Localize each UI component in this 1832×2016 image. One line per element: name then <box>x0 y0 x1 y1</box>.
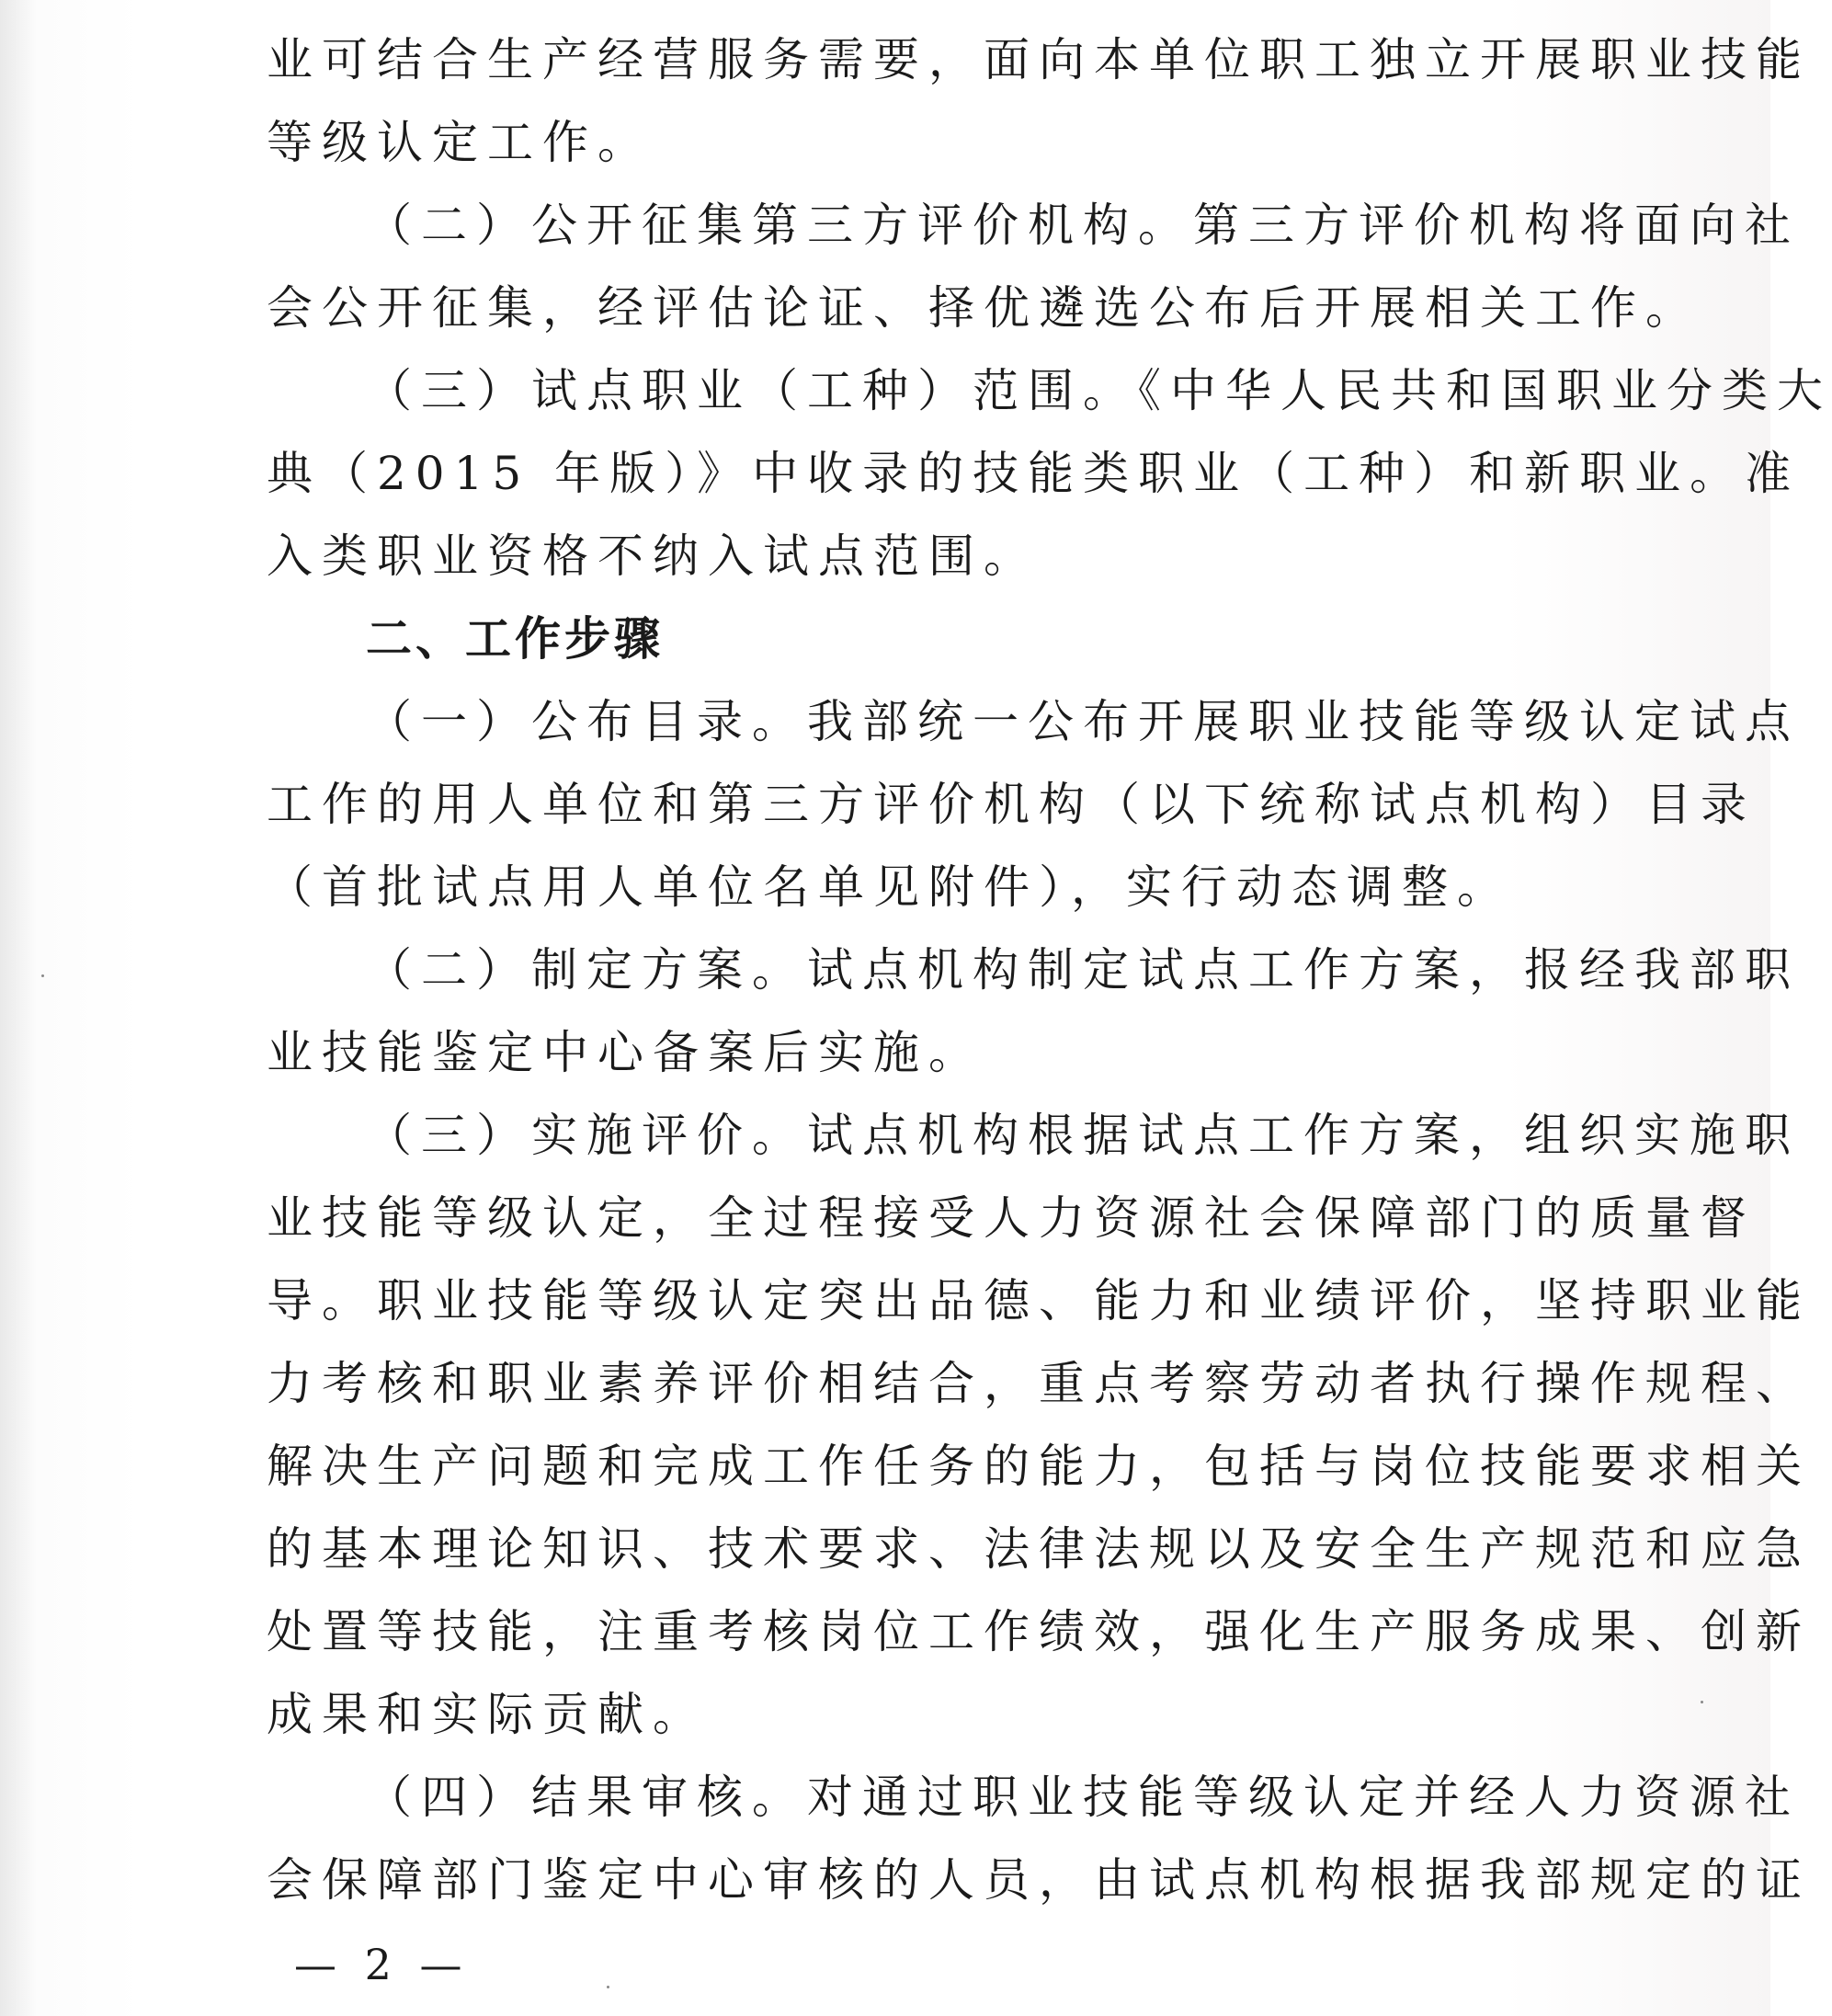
text-line: 会公开征集，经评估论证、择优遴选公布后开展相关工作。 <box>267 281 1701 335</box>
document-body <box>267 18 1832 1921</box>
text-line: （一）公布目录。我部统一公布开展职业技能等级认定试点 <box>366 695 1800 748</box>
section-heading: 二、工作步骤 <box>366 612 664 666</box>
text-line: 会保障部门鉴定中心审核的人员，由试点机构根据我部规定的证 <box>267 1853 1811 1907</box>
text-line: （首批试点用人单位名单见附件），实行动态调整。 <box>267 860 1512 914</box>
text-line: 导。职业技能等级认定突出品德、能力和业绩评价，坚持职业能 <box>267 1274 1811 1327</box>
text-line: 的基本理论知识、技术要求、法律法规以及安全生产规范和应急 <box>267 1522 1811 1576</box>
scan-speck <box>607 1986 609 1988</box>
text-line: （二）制定方案。试点机构制定试点工作方案，报经我部职 <box>366 943 1800 997</box>
scan-speck <box>41 974 44 977</box>
page-number: — 2 — <box>294 1940 470 1989</box>
text-line: 等级认定工作。 <box>267 116 653 169</box>
text-line: 入类职业资格不纳入试点范围。 <box>267 530 1039 583</box>
scan-edge-shadow <box>0 0 37 2016</box>
text-line: 解决生产问题和完成工作任务的能力，包括与岗位技能要求相关 <box>267 1440 1811 1493</box>
text-line: 业技能等级认定，全过程接受人力资源社会保障部门的质量督 <box>267 1191 1756 1245</box>
text-line: 成果和实际贡献。 <box>267 1688 708 1741</box>
text-line: 处置等技能，注重考核岗位工作绩效，强化生产服务成果、创新 <box>267 1605 1811 1658</box>
text-line: （二）公开征集第三方评价机构。第三方评价机构将面向社 <box>366 199 1800 252</box>
text-line: （三）试点职业（工种）范围。《中华人民共和国职业分类大 <box>366 364 1832 417</box>
text-line: 工作的用人单位和第三方评价机构（以下统称试点机构）目录 <box>267 778 1756 831</box>
text-line: 业可结合生产经营服务需要，面向本单位职工独立开展职业技能 <box>267 33 1811 86</box>
text-line: （四）结果审核。对通过职业技能等级认定并经人力资源社 <box>366 1771 1800 1824</box>
text-line: 业技能鉴定中心备案后实施。 <box>267 1026 984 1079</box>
text-line: 力考核和职业素养评价相结合，重点考察劳动者执行操作规程、 <box>267 1357 1811 1410</box>
text-line: （三）实施评价。试点机构根据试点工作方案，组织实施职 <box>366 1109 1800 1162</box>
text-line: 典（2015 年版）》中收录的技能类职业（工种）和新职业。准 <box>267 447 1801 500</box>
scan-speck <box>1701 1701 1703 1703</box>
